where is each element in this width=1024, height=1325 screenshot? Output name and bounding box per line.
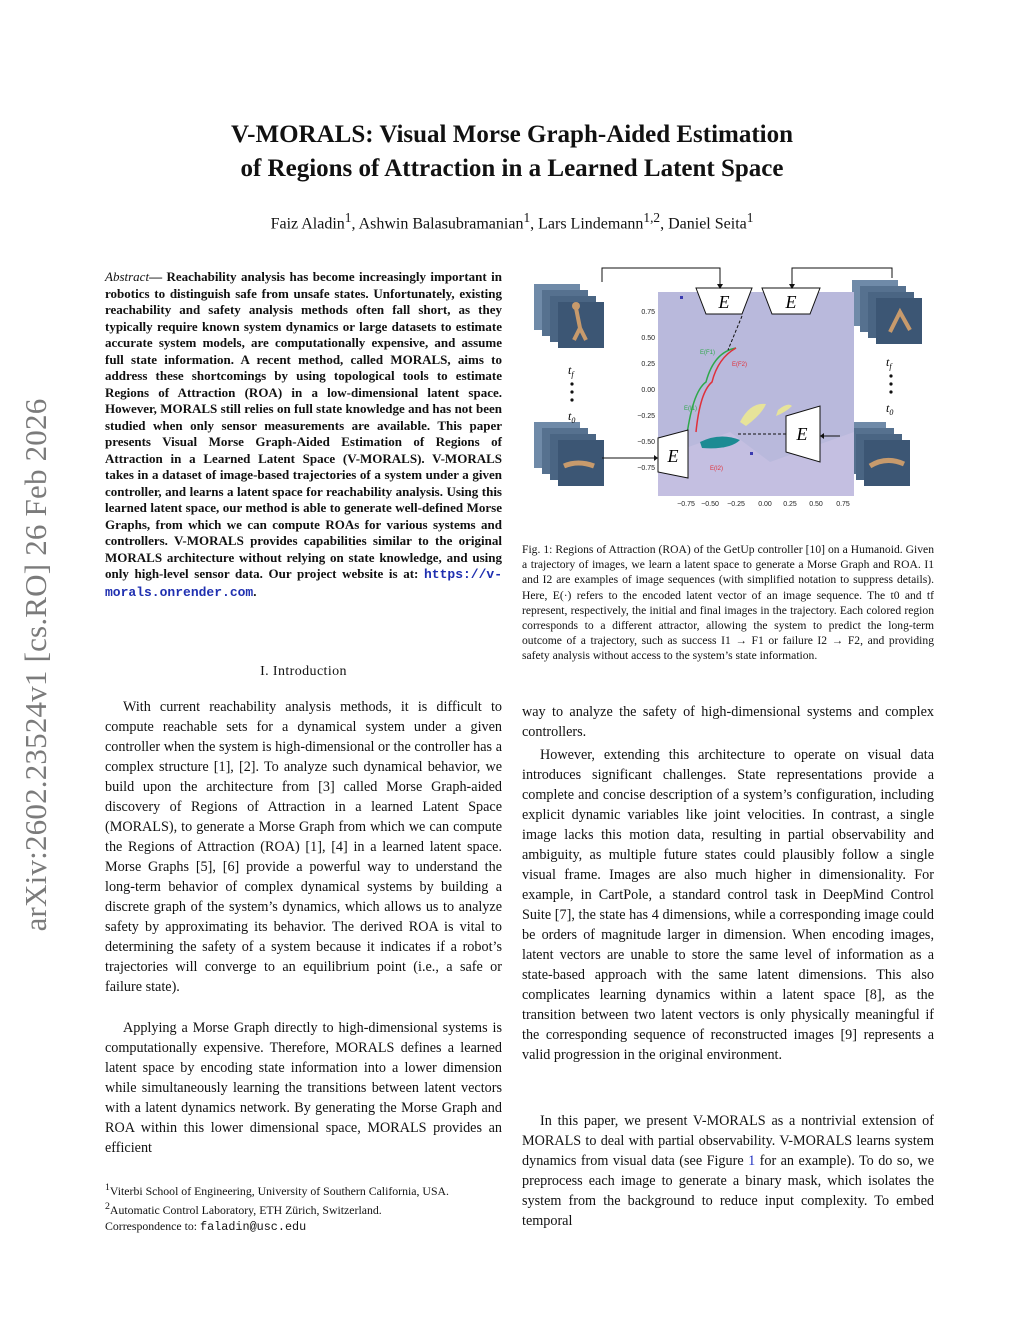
tf-label-right (886, 355, 893, 371)
footnote-1 (105, 1180, 505, 1199)
t0-subscript: 0 (889, 408, 894, 417)
intro-paragraph-1 (105, 697, 502, 997)
figure-caption: Fig. 1: Regions of Attraction (ROA) of the GetUp controller [10] on a Humanoid. Given a trajectory of images, we learn a latent space to generate a Morse Graph and ROA. I1 and I2 are examples of image sequences (with simplified notation to suppress details). Here, E(·) refers to the encoded latent vector of an image sequence. The t0 and tf represent, respectively, the initial and final images in the trajectory. Each colored region corresponds to a different attractor, allowing the system to predict the long-term outcome of a trajectory, such as success I1 → F1 or failure I2 → F2, and providing safety analysis without access to the system’s state information. (522, 543, 934, 663)
blue-point (750, 452, 753, 455)
abstract-end: . (253, 583, 257, 599)
paragraph-text (522, 1111, 934, 1231)
ef1-label: E(F1) (700, 350, 715, 356)
t0-label-left (568, 409, 575, 425)
blue-point (680, 296, 683, 299)
author-list: Faiz Aladin$^1$, Ashwin Balasubramanian$^1$, Lars Lindemann$^{1,2}$, Daniel Seita$^1$ (270, 210, 754, 233)
intro-paragraph-2 (105, 1018, 502, 1158)
t0-label-right (886, 401, 893, 417)
encoder-label: E (718, 292, 730, 312)
footnote-mark: 2 (105, 1201, 110, 1213)
author-affiliation: 1 (746, 210, 754, 225)
x-tick-labels (677, 501, 850, 508)
paragraph-text: Applying a Morse Graph directly to high-dimensional systems is computationally expensive. Therefore, MORALS defines a learned latent space by encoding state information into a lower dimension while simultaneously learning the transitions between latent vectors with a latent dynamics network. By generating the Morse Graph and ROA within this lower dimensional space, MORALS provides an efficient (105, 1020, 502, 1156)
y-tick-labels (637, 309, 655, 472)
paragraph-text: With current reachability analysis methods, it is difficult to compute reachable sets for a dynamical system under a given controller when the system is high-dimensional or the controller has a complex structure [1], [2]. To analyze such dynamical behavior, we build upon the architecture from [3] called Morse Graph-aided discovery of Regions of Attraction in a learned Latent Space (MORALS), to generate a Morse Graph from which we can compute the Regions of Attraction (ROA) [1], [4] in a learned latent space. Morse Graphs [5], [6] provide a powerful way to understand the long-term behavior of complex dynamical systems by building a discrete graph of the system’s dynamics, which allows us to analyze safety by approximating its behavior. The derived ROA is vital to determining the safety of a system because it indicates if a robot’s trajectories will converge to an equilibrium point (i.e., a safe or failure state). (105, 699, 502, 995)
figure-reference-link[interactable]: 1 (748, 1153, 756, 1169)
tf-letter: t (568, 363, 572, 377)
encoder-label: E (667, 446, 679, 466)
footnote-mark: 1 (105, 1182, 110, 1193)
footnote-3 (105, 1219, 505, 1236)
section-heading: I. Introduction (260, 664, 347, 679)
author-affiliation: 1 (344, 210, 352, 225)
author-name: Ashwin Balasubramanian (358, 215, 524, 233)
left-image-stack-bottom (534, 422, 604, 486)
encoder-top-left (696, 288, 752, 314)
x-tick: 0.75 (836, 501, 850, 508)
ef2-label: E(F2) (732, 362, 747, 368)
arxiv-stamp (18, 375, 54, 955)
footnote-text: Correspondence to: (105, 1218, 201, 1233)
x-tick: −0.50 (701, 501, 719, 508)
latent-space-plot (637, 292, 854, 508)
left-image-stack-top (534, 284, 604, 348)
abstract-lead: Abstract (105, 269, 150, 284)
dots-right (889, 374, 892, 393)
abstract (105, 269, 502, 601)
tf-subscript: f (889, 362, 892, 371)
figure-1 (530, 262, 930, 524)
encoder-bottom-left (658, 430, 688, 478)
dots-left (570, 382, 573, 401)
y-tick: 0.75 (641, 309, 655, 316)
encoder-label: E (785, 292, 797, 312)
y-tick: −0.75 (637, 465, 655, 472)
tf-label-left (568, 363, 575, 379)
tf-letter: t (886, 355, 890, 369)
right-paragraph-1 (522, 702, 934, 742)
y-tick: −0.25 (637, 413, 655, 420)
author-affiliation: 1 (523, 210, 531, 225)
right-paragraph-2 (522, 745, 934, 1065)
y-tick: −0.50 (637, 439, 655, 446)
right-image-stack-top (852, 280, 922, 344)
x-tick: −0.25 (727, 501, 745, 508)
paper-title (0, 118, 1024, 186)
t0-letter: t (886, 401, 890, 415)
footnotes (105, 1180, 505, 1235)
encoder-label: E (796, 424, 808, 444)
encoder-top-right (762, 288, 820, 314)
paragraph-text: way to analyze the safety of high-dimensional systems and complex controllers. (522, 704, 934, 740)
x-tick: 0.25 (783, 501, 797, 508)
author-name: Lars Lindemann (538, 215, 644, 233)
right-paragraph-3 (522, 1111, 934, 1231)
footnote-2 (105, 1199, 505, 1218)
x-tick: 0.50 (809, 501, 823, 508)
x-tick: −0.75 (677, 501, 695, 508)
project-url-link[interactable]: https://v-morals.onrender.com (105, 567, 502, 600)
paragraph-text: However, extending this architecture to operate on visual data introduces significant challenges. State representations provide a complete and concise description of a system’s configuration, including explicit dynamic variables like joint velocities. In contrast, a single image lacks this motion data, resulting in partial observability and ambiguity, as multiple future states could plausibly follow a single visual frame. Images are also much higher in dimensionality. For example, in CartPole, a standard control task in DeepMind Control Suite [7], the state has 4 dimensions, while a corresponding image could be orders of magnitude larger in dimension. When encoding images, latent vectors are unable to store the same level of information as a state-based approach with the same latent dimensions. This also complicates learning dynamics within a latent space [8], as the transition between two latent vectors is only physically meaningful if the corresponding sequence of reconstructed images [9] represents a valid progression in the original environment. (522, 747, 934, 1063)
ei1-label: E(I1) (684, 406, 698, 412)
footnote-text: Automatic Control Laboratory, ETH Zürich, Switzerland. (109, 1203, 382, 1218)
x-tick: 0.00 (758, 501, 772, 508)
t0-letter: t (568, 409, 572, 423)
t0-subscript: 0 (571, 416, 576, 425)
abstract-body: — Reachability analysis has become increasingly important in robotics to distinguish safe from unsafe states. Unfortunately, existing reachability and safety analysis methods often fall short, as they typically require known system dynamics or large datasets to estimate accurate system models, are computationally expensive, and assume full state information. A recent method, called MORALS, aims to address these shortcomings by using topological tools to estimate Regions of Attraction (ROA) in a low-dimensional latent space. However, MORALS still relies on full state knowledge and has not been studied when only sensor measurements are available. This paper presents Visual Morse Graph-Aided Estimation of Regions of Attraction in a Learned Latent Space (V-MORALS). V-MORALS takes in a dataset of image-based trajectories of a system under a given controller, and learns a latent space for reachability analysis. Using this learned latent space, our method is able to generate well-defined Morse Graphs, from which we can compute ROAs for various systems and controllers. V-MORALS provides capabilities similar to the original MORALS architecture without relying on state knowledge, and using only high-level sensor data. Our project website is at: (105, 269, 502, 581)
y-tick: 0.25 (641, 361, 655, 368)
author-name: Faiz Aladin (270, 215, 345, 233)
arxiv-id: arXiv:2602.23524v1 [cs.RO] 26 Feb 2026 (18, 398, 53, 932)
title-line-1: V-MORALS: Visual Morse Graph-Aided Estimation (230, 121, 794, 148)
y-tick: 0.00 (641, 387, 655, 394)
tf-subscript: f (571, 370, 574, 379)
figure-1-svg (530, 262, 930, 524)
author-affiliation: 1,2 (643, 210, 661, 225)
ei2-label: E(I2) (710, 466, 724, 472)
footnote-text: Viterbi School of Engineering, University of Southern California, USA. (109, 1183, 449, 1198)
y-tick: 0.50 (641, 335, 655, 342)
paragraph-text-part: In this paper, we present V-MORALS as a nontrivial extension of MORALS to deal with partial observability. V-MORALS learns system dynamics from visual data (see Figure (522, 1113, 934, 1169)
encoder-bottom-right (786, 406, 820, 462)
correspondence-email[interactable]: faladin@usc.edu (200, 1219, 307, 1234)
author-name: Daniel Seita (668, 215, 747, 233)
paragraph-text-part: for an example). To do so, we preprocess each image to generate a binary mask, which isolates the system from the background to reduce input complexity. To embed temporal (522, 1153, 935, 1229)
title-line-2: of Regions of Attraction in a Learned Latent Space (240, 155, 784, 182)
